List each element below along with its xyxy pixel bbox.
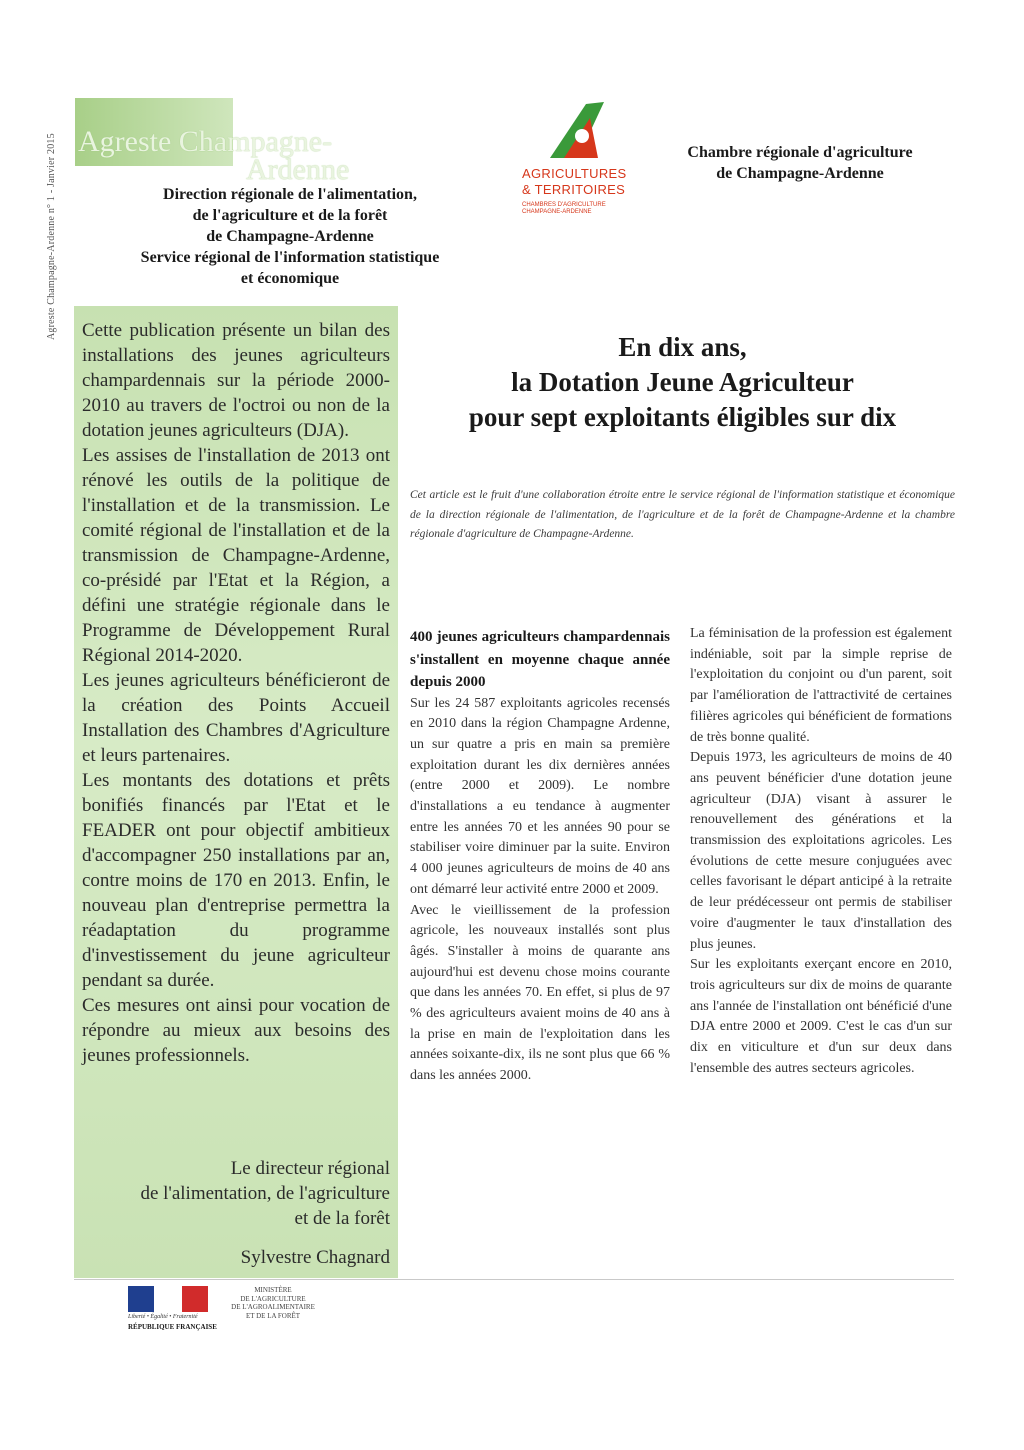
editorial-paragraph: Les montants des dotations et prêts bonifiés financés par l'Etat et le FEADER ont pour objectif ambitieux d'accompagner 250 installations par an, contre moins de 170 en 2013. Enfin, le nouveau plan d'entreprise permettra la réadaptation du programme d'investissement du jeune agriculteur pendant sa durée. xyxy=(82,770,390,991)
direction-block xyxy=(100,184,480,289)
agreste-logo-line1: Agreste Champagne- xyxy=(78,125,333,158)
column-paragraph: Avec le vieillissement de la profession agricole, les nouveaux installés sont plus âgés. S'installer à moins de quarante ans aujourd'hui est devenu chose moins courante que dans les années 70. En effet, si plus de 97 % des agriculteurs avaient moins de 40 ans à la prise en main de l'exploitation dans les années soixante-dix, ils ne sont plus que 66 % dans les années 2000. xyxy=(410,902,670,1084)
partner-logo-line3: CHAMBRES D'AGRICULTURE CHAMPAGNE-ARDENNE xyxy=(522,202,606,215)
margin-issue-note: Agreste Champagne-Ardenne n° 1 - Janvier 2015 xyxy=(46,133,57,340)
french-flag-icon xyxy=(128,1286,208,1312)
ministry-block xyxy=(220,1286,326,1320)
republic-name: RÉPUBLIQUE FRANÇAISE xyxy=(128,1323,217,1331)
editorial-paragraph: Les jeunes agriculteurs bénéficieront de la création des Points Accueil Installation des Chambres d'Agriculture et leurs partenaires. xyxy=(82,670,390,766)
editorial-text xyxy=(82,318,390,1068)
agricultures-territoires-logo xyxy=(520,98,638,228)
column-paragraph: Sur les exploitants exerçant encore en 2010, trois agriculteurs sur dix de moins de quarante ans l'année de l'installation ont bénéficié d'une DJA entre 2000 et 2009. C'est le cas d'un sur dix en viticulture et d'un sur deux dans l'ensemble des autres secteurs agricoles. xyxy=(690,957,952,1076)
chambre-agri-emblem-icon xyxy=(520,98,638,164)
article-title xyxy=(410,330,955,435)
signature-line: Le directeur régional xyxy=(230,1158,390,1179)
direction-line: Service régional de l'information statistique xyxy=(140,249,440,266)
chambre-header xyxy=(650,142,950,184)
republic-motto: Liberté • Égalité • Fraternité xyxy=(128,1314,198,1320)
article-title-line: En dix ans, xyxy=(618,332,747,362)
column-paragraph: Depuis 1973, les agriculteurs de moins de 40 ans peuvent bénéficier d'une dotation jeune agriculteur (DJA) visant à assurer le renouvellement des générations et la transmission des exploitations agricoles. Les évolutions de cette mesure conjuguées avec celles favorisant le départ anticipé à la retraite de leur prédécesseur ont permis de stabiliser voire d'augmenter le taux d'installation des plus jeunes. xyxy=(690,750,952,952)
article-title-line: la Dotation Jeune Agriculteur xyxy=(511,367,854,397)
column-paragraph: Sur les 24 587 exploitants agricoles recensés en 2010 dans la région Champagne Ardenne, un sur quatre a pris en main sa première exploitation durant les dix dernières années (entre 2000 et 2009). Le nombre d'installations a eu tendance à augmenter entre les années 70 et les années 90 pour se stabiliser voire diminuer par la suite. Environ 4 000 jeunes agriculteurs de moins de 40 ans ont démarré leur activité entre 2000 et 2009. xyxy=(410,695,670,897)
editorial-paragraph: Les assises de l'installation de 2013 ont rénové les outils de la politique de l'installation et de la transmission. Le comité régional de l'installation et de la transmission de Champagne-Ardenne, co-présidé par l'Etat et la Région, a défini une stratégie régionale dans le Programme de Développement Rural Régional 2014-2020. xyxy=(82,445,390,666)
article-column-1 xyxy=(410,626,670,1087)
article-intro: Cet article est le fruit d'une collaboration étroite entre le service régional de l'information statistique et économique de la direction régionale de l'alimentation, de l'agriculture et de la forêt de Champagne-Ardenne et la chambre régionale d'agriculture de Champagne-Ardenne. xyxy=(410,489,955,540)
chambre-line: de Champagne-Ardenne xyxy=(716,165,884,182)
article-column-2 xyxy=(690,624,952,1079)
direction-line: de l'agriculture et de la forêt xyxy=(192,207,388,224)
direction-line: Direction régionale de l'alimentation, xyxy=(163,186,417,203)
direction-line: et économique xyxy=(240,270,340,287)
editorial-paragraph: Cette publication présente un bilan des installations des jeunes agriculteurs champardennais sur la période 2000-2010 au travers de l'octroi ou non de la dotation jeunes agriculteurs (DJA). xyxy=(82,320,390,441)
partner-logo-line1: AGRICULTURES xyxy=(522,166,627,181)
editorial-paragraph: Ces mesures ont ainsi pour vocation de répondre au mieux aux besoins des jeunes professionnels. xyxy=(82,995,390,1066)
column-paragraph: La féminisation de la profession est également indéniable, soit par la simple reprise de l'exploitation du conjoint ou d'un parent, soit par l'amélioration de l'attractivité de certaines filières agricoles qui bénéficient de formations de très bonne qualité. xyxy=(690,626,952,745)
editorial-signature xyxy=(82,1156,390,1270)
agreste-logo-line2: Ardenne xyxy=(246,153,350,186)
agreste-logo xyxy=(78,125,350,186)
direction-line: de Champagne-Ardenne xyxy=(206,228,374,245)
chambre-line: Chambre régionale d'agriculture xyxy=(687,144,913,161)
signature-line: et de la forêt xyxy=(294,1208,390,1229)
signature-line: de l'alimentation, de l'agriculture xyxy=(140,1183,390,1204)
republique-logo xyxy=(124,1284,217,1334)
ministry-line: ET DE LA FORÊT xyxy=(245,1311,301,1320)
ministry-line: DE L'AGROALIMENTAIRE xyxy=(231,1303,315,1311)
signer-name: Sylvestre Chagnard xyxy=(240,1247,390,1268)
footer-divider xyxy=(74,1279,954,1280)
partner-logo-line2: & TERRITOIRES xyxy=(522,182,626,197)
ministry-line: MINISTÈRE xyxy=(254,1286,292,1294)
article-title-line: pour sept exploitants éligibles sur dix xyxy=(468,402,897,432)
section-heading: 400 jeunes agriculteurs champardennais s'installent en moyenne chaque année depuis 2000 xyxy=(410,629,670,690)
ministry-line: DE L'AGRICULTURE xyxy=(240,1294,306,1303)
